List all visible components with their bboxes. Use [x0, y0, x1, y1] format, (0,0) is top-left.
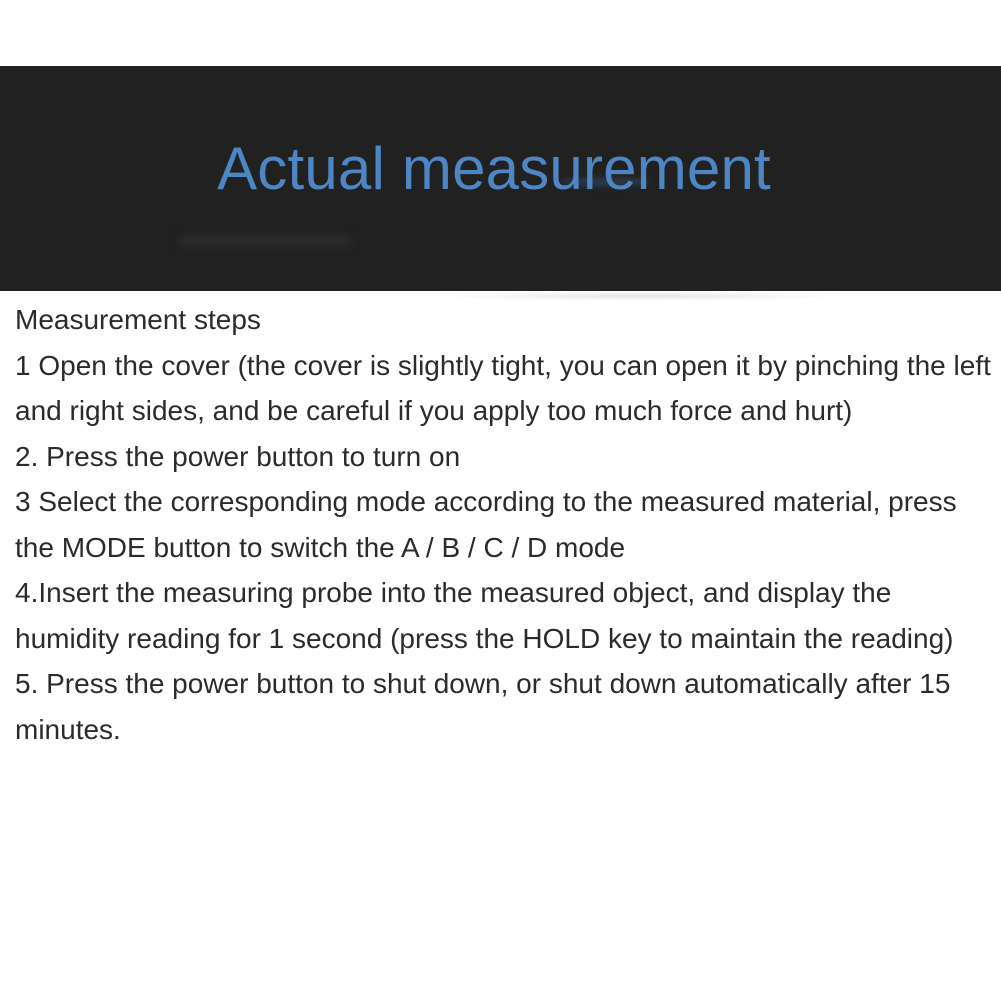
page-title: Actual measurement	[217, 135, 771, 202]
step-5: 5. Press the power button to shut down, or shut down automatically after 15 minutes.	[15, 668, 951, 745]
banner-smudge-decoration	[180, 236, 350, 246]
step-1: 1 Open the cover (the cover is slightly tight, you can open it by pinching the left and right sides, and be careful if you apply too much force and hurt)	[15, 349, 991, 426]
measurement-steps	[15, 297, 995, 752]
top-margin	[0, 0, 1001, 66]
title-banner	[0, 66, 1001, 291]
step-3: 3 Select the corresponding mode according to the measured material, press the MODE button to switch the A / B / C / D mode	[15, 486, 957, 563]
step-2: 2. Press the power button to turn on	[15, 440, 461, 472]
step-4: 4.Insert the measuring probe into the measured object, and display the humidity reading for 1 second (press the HOLD key to maintain the reading)	[15, 577, 954, 654]
steps-heading: Measurement steps	[15, 304, 261, 335]
